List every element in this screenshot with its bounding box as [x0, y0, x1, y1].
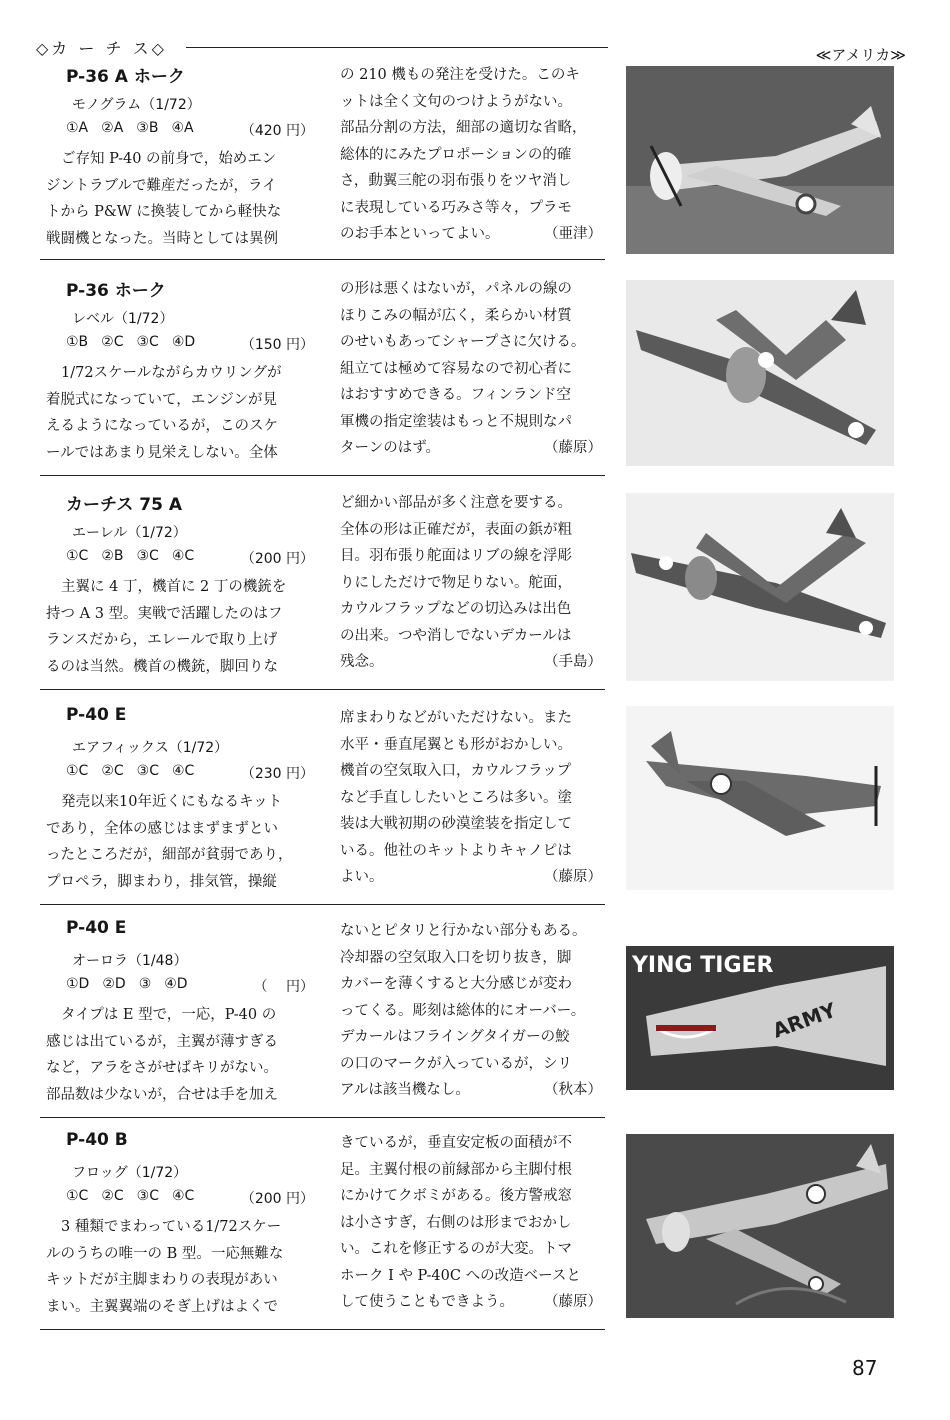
rating: ②C — [101, 1188, 124, 1204]
rating: ③C — [136, 334, 159, 350]
review-text-left — [46, 360, 281, 466]
kit-price: （150 円） — [240, 337, 314, 353]
text-line: 総体的にみたプロポーションの的確 — [340, 146, 572, 163]
rating: ③C — [136, 763, 159, 779]
curtiss75a-model-photo — [626, 493, 894, 681]
kit-review-entry — [40, 918, 605, 1118]
kit-maker: レベル（1/72） — [72, 311, 174, 327]
text-line: トから P&W に換装してから軽快な — [46, 204, 282, 220]
text-line: など，アラをさがせばキリがない。 — [46, 1060, 278, 1076]
rating: ②C — [101, 334, 124, 350]
text-line: など手直ししたいところは多い。塗 — [340, 789, 572, 806]
text-line: ランスだから，エレールで取り上げ — [46, 632, 278, 648]
review-text-right — [340, 1130, 602, 1316]
text-line: ジントラブルで難産だったが，ライ — [46, 177, 277, 194]
rating: ①B — [66, 334, 89, 350]
text-line: ど細かい部品が多く注意を要する。 — [340, 495, 572, 511]
rating: ①D — [66, 976, 90, 992]
rating: ④C — [171, 548, 195, 564]
p36a-model-photo — [626, 66, 894, 254]
kit-maker: エアフィックス（1/72） — [72, 740, 229, 756]
text-line: ルのうちの唯一の B 型。一応無難な — [46, 1245, 284, 1262]
text-line: 主翼に 4 丁，機首に 2 丁の機銃を — [61, 579, 287, 595]
text-line: きているが，垂直安定板の面積が不 — [340, 1135, 572, 1151]
review-text-right — [340, 705, 602, 891]
page-number: 87 — [852, 1356, 878, 1380]
review-author: （藤原） — [544, 869, 602, 885]
entry-divider — [40, 1117, 605, 1118]
text-line: 戦闘機となった。当時としては異例 — [46, 230, 278, 247]
text-line: 感じは出ているが，主翼が薄すぎる — [46, 1033, 278, 1050]
kit-title: P-36 A ホーク — [66, 67, 185, 87]
text-line: ってくる。彫刻は総体的にオーバー。 — [340, 1002, 586, 1019]
kit-price: （200 円） — [240, 1191, 314, 1207]
text-line: 足。主翼付根の前縁部から主脚付根 — [340, 1161, 572, 1178]
text-line: いる。他社のキットよりキャノピは — [340, 842, 572, 859]
kit-price: （420 円） — [240, 123, 314, 139]
entry-divider — [40, 1329, 605, 1330]
kit-price: （200 円） — [240, 551, 314, 567]
text-line: の出来。つや消しでないデカールは — [340, 627, 572, 644]
kit-review-entry — [40, 62, 605, 260]
text-line: 水平・垂直尾翼とも形がおかしい。 — [340, 736, 572, 753]
text-line: よい。 — [340, 869, 384, 885]
text-line: のせいもあってシャープさに欠ける。 — [340, 334, 586, 350]
text-line: 部品数は少ないが，合せは手を加え — [46, 1086, 278, 1103]
text-line: のお手本といってよい。 — [340, 226, 500, 242]
review-text-right — [340, 62, 602, 248]
text-line: 組立ては極めて容易なので初心者に — [340, 360, 572, 377]
rating: ②A — [101, 120, 124, 136]
rating: ④D — [171, 334, 196, 350]
rating: ②B — [101, 548, 124, 564]
entry-divider — [40, 475, 605, 476]
entry-divider — [40, 689, 605, 690]
text-line: の 210 機もの発注を受けた。このキ — [340, 67, 580, 83]
text-line: プロペラ，脚まわり，排気管，操縦 — [46, 873, 277, 890]
text-line: ターンのはず。 — [340, 440, 441, 456]
kit-ratings — [66, 120, 314, 139]
text-line: ご存知 P-40 の前身で，始めエン — [61, 151, 277, 167]
text-line: ないとピタリと行かない部分もある。 — [340, 923, 587, 939]
text-line: ットは全く文句のつけようがない。 — [340, 93, 572, 110]
review-author: （藤原） — [544, 1294, 602, 1310]
kit-review-entry — [40, 705, 605, 905]
kit-price: （ 円） — [253, 979, 314, 995]
review-author: （手島） — [544, 654, 602, 670]
review-text-left — [46, 1214, 283, 1320]
text-line: 機首の空気取入口，カウルフラップ — [340, 763, 572, 779]
kit-maker: フロッグ（1/72） — [72, 1165, 188, 1181]
kit-ratings — [66, 1188, 314, 1207]
rating: ③B — [136, 120, 159, 136]
rating: ④A — [171, 120, 194, 136]
text-line: カバーを薄くすると大分感じが変わ — [340, 976, 572, 992]
review-text-left — [46, 146, 281, 252]
rating: ①A — [66, 120, 89, 136]
text-line: タイプは E 型で，一応，P-40 の — [61, 1007, 277, 1023]
text-line: ったところだが，細部が貧弱であり， — [46, 847, 293, 863]
text-line: 部品分割の方法，細部の適切な省略， — [340, 120, 587, 136]
text-line: デカールはフライングタイガーの鮫 — [340, 1029, 570, 1045]
review-author: （亜津） — [544, 226, 602, 242]
text-line: 持つ A 3 型。実戦で活躍したのはフ — [46, 605, 283, 622]
kit-ratings — [66, 334, 314, 353]
rating: ④D — [164, 976, 188, 992]
text-line: 席まわりなどがいただけない。また — [340, 710, 572, 726]
text-line: 1/72スケールながらカウリングが — [61, 365, 282, 381]
review-text-left — [46, 574, 286, 680]
text-line: 残念。 — [340, 654, 384, 670]
p36-revell-model-photo — [626, 280, 894, 466]
text-line: であり，全体の感じはまずまずとい — [46, 820, 278, 837]
kit-maker: モノグラム（1/72） — [72, 97, 201, 113]
text-line: して使うこともできよう。 — [340, 1294, 514, 1310]
review-author: （秋本） — [544, 1082, 602, 1098]
kit-title: P-40 E — [66, 705, 127, 725]
rating: ③C — [136, 1188, 159, 1204]
text-line: えるようになっているが，このスケ — [46, 418, 278, 434]
kit-title: P-36 ホーク — [66, 281, 166, 301]
rating: ③C — [136, 548, 159, 564]
text-line: ほりこみの幅が広く，柔らかい材質 — [340, 307, 572, 324]
kit-title: カーチス 75 A — [66, 495, 182, 515]
kit-price: （230 円） — [240, 766, 314, 782]
p40e-airfix-model-photo — [626, 706, 894, 890]
text-line: りにしただけで物足りない。舵面， — [340, 574, 572, 591]
text-line: 発売以来10年近くにもなるキット — [61, 794, 283, 810]
review-author: （藤原） — [544, 440, 602, 456]
rating: ③ — [138, 976, 152, 992]
rating: ④C — [171, 1188, 195, 1204]
rating: ②D — [102, 976, 126, 992]
section-heading: ◇カ ー チ ス◇ — [36, 39, 167, 58]
text-line: の形は悪くはないが，パネルの線の — [340, 281, 572, 297]
kit-ratings — [66, 763, 314, 782]
text-line: アルは該当機なし。 — [340, 1082, 470, 1098]
kit-title: P-40 E — [66, 918, 127, 938]
text-line: カウルフラップなどの切込みは出色 — [340, 601, 572, 617]
kit-review-entry — [40, 490, 605, 690]
kit-title: P-40 B — [66, 1130, 128, 1150]
country-heading: ≪アメリカ≫ — [815, 46, 906, 64]
kit-ratings — [66, 548, 314, 567]
text-line: はおすすめできる。フィンランド空 — [340, 387, 571, 403]
text-line: ホーク I や P-40C への改造ベースと — [340, 1267, 581, 1284]
text-line: にかけてクボミがある。後方警戒窓 — [340, 1188, 572, 1204]
review-text-right — [340, 276, 602, 462]
text-line: キットだが主脚まわりの表現があい — [46, 1272, 278, 1288]
box-art-marking: ARMY — [769, 997, 840, 1043]
kit-maker: オーロラ（1/48） — [72, 953, 188, 969]
review-text-right — [340, 490, 602, 676]
review-text-right — [340, 918, 602, 1104]
text-line: 3 種類でまわっている1/72スケー — [61, 1219, 282, 1235]
kit-review-entry — [40, 1130, 605, 1330]
text-line: 目。羽布張り舵面はリブの線を浮彫 — [340, 548, 572, 564]
review-text-left — [46, 789, 293, 895]
text-line: 着脱式になっていて，エンジンが見 — [46, 391, 277, 408]
box-art-title: YING TIGER — [632, 953, 774, 978]
text-line: るのは当然。機首の機銃，脚回りな — [46, 658, 278, 675]
text-line: は小さすぎ，右側のは形までおかし — [340, 1214, 572, 1231]
entry-divider — [40, 904, 605, 905]
kit-review-entry — [40, 276, 605, 476]
text-line: 装は大戦初期の砂漠塗装を指定して — [340, 816, 572, 832]
rating: ①C — [66, 548, 89, 564]
text-line: さ，動翼三舵の羽布張りをツヤ消し — [340, 173, 572, 189]
text-line: 全体の形は正確だが，表面の鋲が粗 — [340, 521, 572, 538]
kit-ratings — [66, 976, 314, 995]
text-line: 冷却器の空気取入口を切り抜き，脚 — [340, 949, 572, 966]
text-line: い。これを修正するのが大変。トマ — [340, 1241, 572, 1257]
rating: ①C — [66, 1188, 89, 1204]
p40b-frog-model-photo — [626, 1134, 894, 1318]
review-text-left — [46, 1002, 278, 1108]
kit-maker: エーレル（1/72） — [72, 525, 187, 541]
rating: ④C — [171, 763, 195, 779]
p40e-aurora-box-art — [626, 946, 894, 1090]
text-line: に表現している巧みさ等々，プラモ — [340, 199, 572, 216]
entry-divider — [40, 259, 605, 260]
header-rule — [186, 47, 608, 48]
text-line: まい。主翼翼端のそぎ上げはよくで — [46, 1298, 278, 1315]
rating: ②C — [101, 763, 124, 779]
text-line: の口のマークが入っているが，シリ — [340, 1055, 572, 1072]
rating: ①C — [66, 763, 89, 779]
text-line: ールではあまり見栄えしない。全体 — [46, 444, 278, 461]
text-line: 軍機の指定塗装はもっと不規則なパ — [340, 413, 572, 430]
